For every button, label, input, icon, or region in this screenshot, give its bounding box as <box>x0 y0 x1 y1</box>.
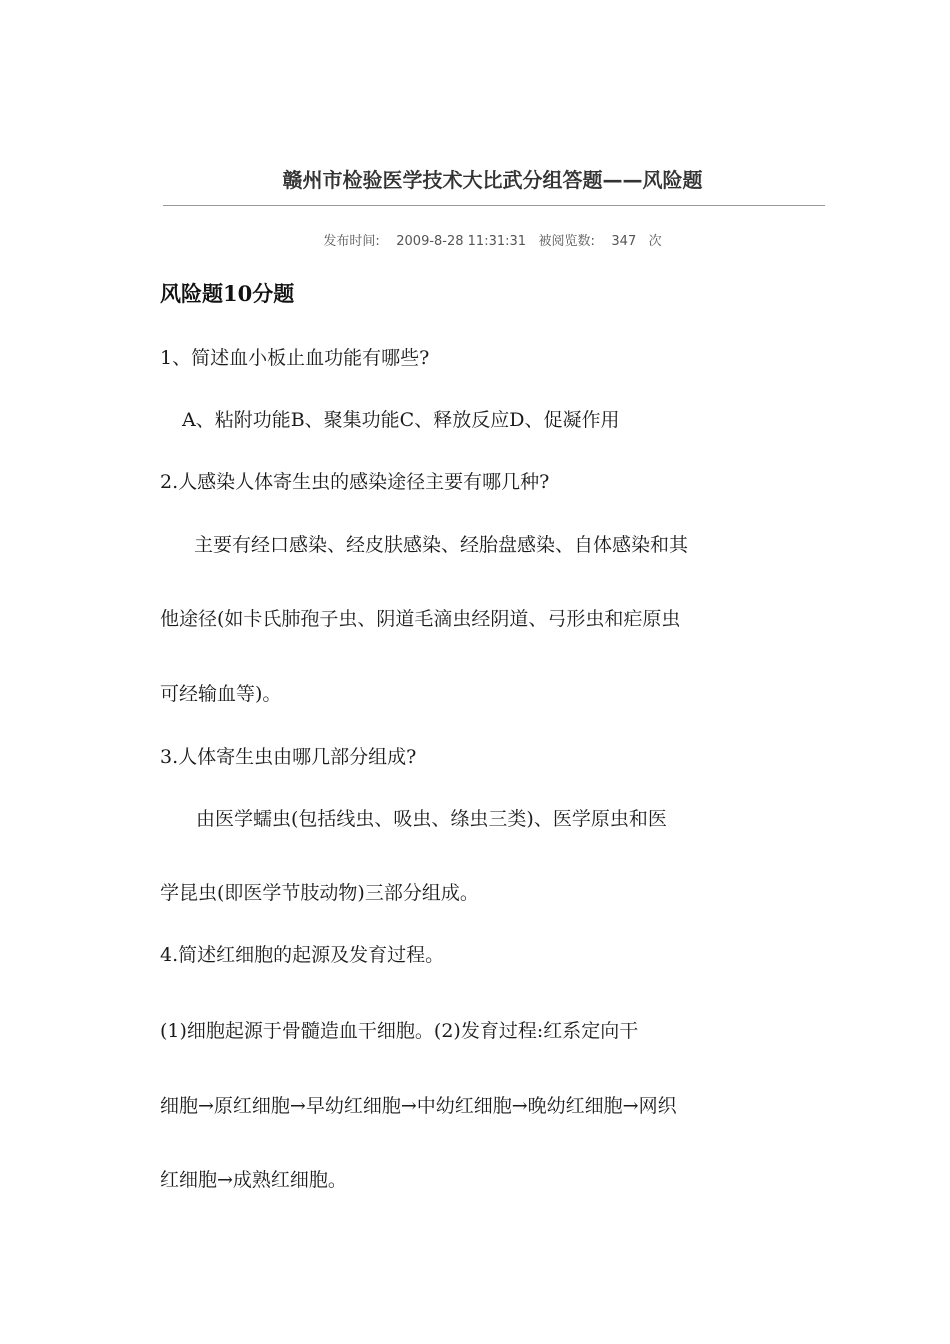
article-title: 赣州市检验医学技术大比武分组答题——风险题 <box>282 168 703 192</box>
article-meta <box>160 232 825 252</box>
answer-2-line-2: 他途径(如卡氏肺孢子虫、阴道毛滴虫经阴道、弓形虫和疟原虫 <box>160 608 681 630</box>
answer-4-line-3: 红细胞→成熟红细胞。 <box>160 1169 347 1191</box>
views-unit: 次 <box>648 234 662 249</box>
question-3: 3.人体寄生虫由哪几部分组成? <box>160 746 417 768</box>
answer-4-line-2: 细胞→原红细胞→早幼红细胞→中幼红细胞→晚幼红细胞→网织 <box>160 1095 677 1117</box>
answer-2-line-1: 主要有经口感染、经皮肤感染、经胎盘感染、自体感染和其 <box>194 534 689 556</box>
answer-3-line-1: 由医学蠕虫(包括线虫、吸虫、绦虫三类)、医学原虫和医 <box>196 808 667 830</box>
answer-4-line-1: (1)细胞起源于骨髓造血干细胞。(2)发育过程:红系定向干 <box>160 1020 639 1042</box>
answer-1: A、粘附功能B、聚集功能C、释放反应D、促凝作用 <box>182 409 620 431</box>
answer-2-line-3: 可经输血等)。 <box>160 683 282 705</box>
views-count: 347 <box>611 234 637 249</box>
question-2: 2.人感染人体寄生虫的感染途径主要有哪几种? <box>160 471 550 493</box>
publish-label: 发布时间: <box>323 234 380 249</box>
publish-time: 2009-8-28 11:31:31 <box>396 234 527 249</box>
question-4: 4.简述红细胞的起源及发育过程。 <box>160 944 445 966</box>
views-label: 被阅览数: <box>538 234 595 249</box>
section-heading: 风险题10分题 <box>160 281 295 306</box>
title-divider <box>163 205 825 206</box>
answer-3-line-2: 学昆虫(即医学节肢动物)三部分组成。 <box>160 882 479 904</box>
question-1: 1、简述血小板止血功能有哪些? <box>160 347 430 369</box>
